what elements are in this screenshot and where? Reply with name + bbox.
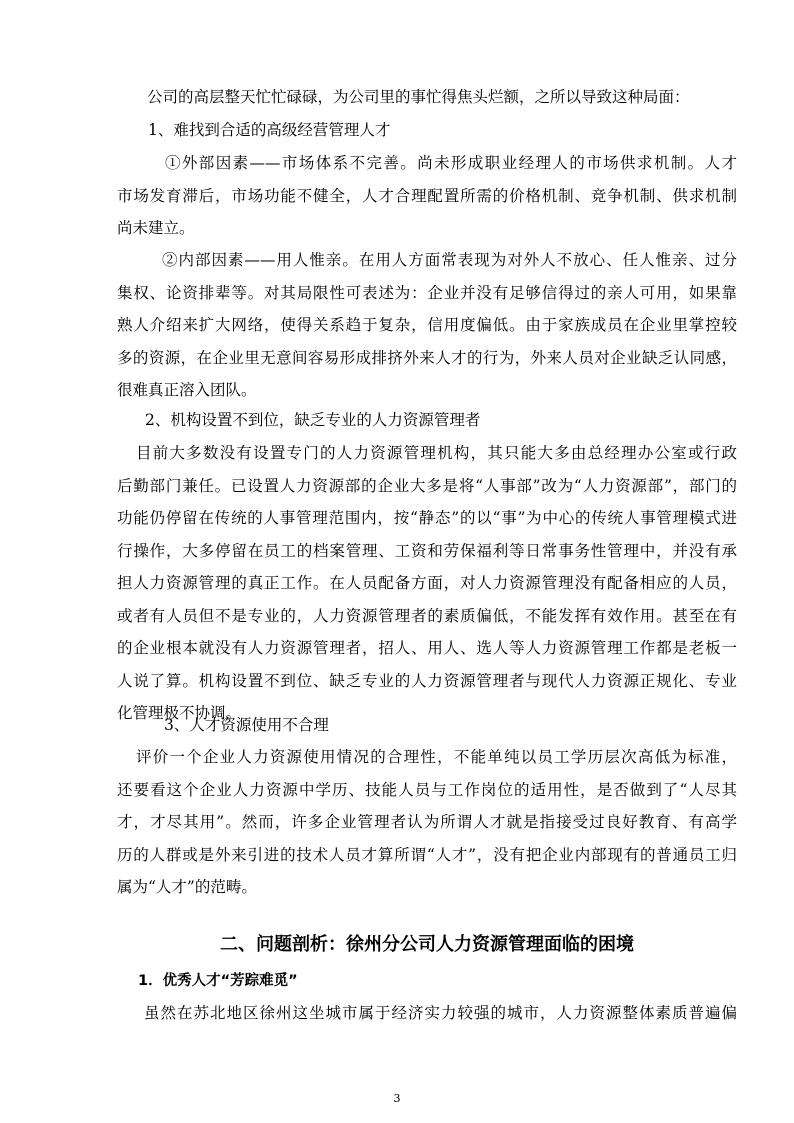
text-line: 公司的高层整天忙忙碌碌，为公司里的事忙得焦头烂额，之所以导致这种局面： xyxy=(147,88,690,106)
text-line: 才，才尽其用”。然而，许多企业管理者认为所谓人才就是指接受过良好教育、有高学 xyxy=(117,813,737,831)
text-line: 后勤部门兼任。已设置人力资源部的企业大多是将“人事部”改为“人力资源部”，部门的 xyxy=(117,476,737,495)
text-line: 熟人介绍来扩大网络，使得关系趋于复杂，信用度偏低。由于家族成员在企业里掌控较 xyxy=(117,316,737,334)
text-line: 目前大多数没有设置专门的人力资源管理机构，其只能大多由总经理办公室或行政 xyxy=(136,444,737,462)
text-line: 或者有人员但不是专业的，人力资源管理者的素质偏低，不能发挥有效作用。甚至在有 xyxy=(117,606,737,625)
text-line: 多的资源，在企业里无意间容易形成排挤外来人才的行为，外来人员对企业缺乏认同感， xyxy=(117,348,737,367)
text-line: ①外部因素——市场体系不完善。尚未形成职业经理人的市场供求机制。人才 xyxy=(165,154,737,172)
text-line: ②内部因素——用人惟亲。在用人方面常表现为对外人不放心、任人惟亲、过分 xyxy=(162,251,737,269)
item-3-heading xyxy=(117,709,737,742)
text-line: 虽然在苏北地区徐州这坐城市属于经济实力较强的城市，人力资源整体素质普遍偏 xyxy=(144,1004,737,1022)
section-2-heading: 二、问题剖析：徐州分公司人力资源管理面临的困境 xyxy=(220,934,634,955)
text-line: 尚未建立。 xyxy=(117,219,195,237)
text-line: 行操作，大多停留在员工的档案管理、工资和劳保福利等日常事务性管理中，并没有承 xyxy=(117,541,737,560)
text-line: 评价一个企业人力资源使用情况的合理性，不能单纯以员工学历层次高低为标准， xyxy=(136,748,737,766)
usage-paragraph xyxy=(117,741,737,904)
text-line: 市场发育滞后，市场功能不健全，人才合理配置所需的价格机制、竞争机制、供求机制 xyxy=(117,186,737,205)
page-number: 3 xyxy=(393,1092,401,1105)
text-line: 化管理极不协调。 xyxy=(117,704,242,722)
text-line: 2、机构设置不到位，缺乏专业的人力资源管理者 xyxy=(145,411,481,429)
item-1-heading xyxy=(117,114,737,147)
text-line: 人说了算。机构设置不到位、缺乏专业的人力资源管理者与现代人力资源正规化、专业 xyxy=(117,671,737,690)
external-factors-paragraph xyxy=(117,147,737,245)
organization-paragraph xyxy=(117,437,737,730)
item-2-heading xyxy=(117,404,737,437)
text-line: 担人力资源管理的真正工作。在人员配备方面，对人力资源管理没有配备相应的人员， xyxy=(117,574,737,592)
text-line: 集权、论资排辈等。对其局限性可表述为：企业并没有足够信得过的亲人可用，如果靠 xyxy=(117,283,737,302)
text-line: 的企业根本就没有人力资源管理者，招人、用人、选人等人力资源管理工作都是老板一 xyxy=(117,639,737,657)
text-line: 3、人才资源使用不合理 xyxy=(164,716,329,734)
section-2-1-heading: 1．优秀人才“芳踪难觅” xyxy=(138,973,298,989)
closing-paragraph xyxy=(117,997,737,1030)
intro-paragraph xyxy=(117,81,737,114)
text-line: 属为“人才”的范畴。 xyxy=(117,878,257,896)
text-line: 历的人群或是外来引进的技术人员才算所谓“人才”，没有把企业内部现有的普通员工归 xyxy=(117,845,737,864)
text-line: 功能仍停留在传统的人事管理范围内，按“静态”的以“事”为中心的传统人事管理模式进 xyxy=(117,509,737,527)
text-line: 还要看这个企业人力资源中学历、技能人员与工作岗位的适用性，是否做到了“人尽其 xyxy=(117,780,737,799)
text-line: 1、难找到合适的高级经营管理人才 xyxy=(148,121,391,139)
internal-factors-paragraph xyxy=(117,244,737,407)
text-line: 很难真正溶入团队。 xyxy=(117,381,257,399)
